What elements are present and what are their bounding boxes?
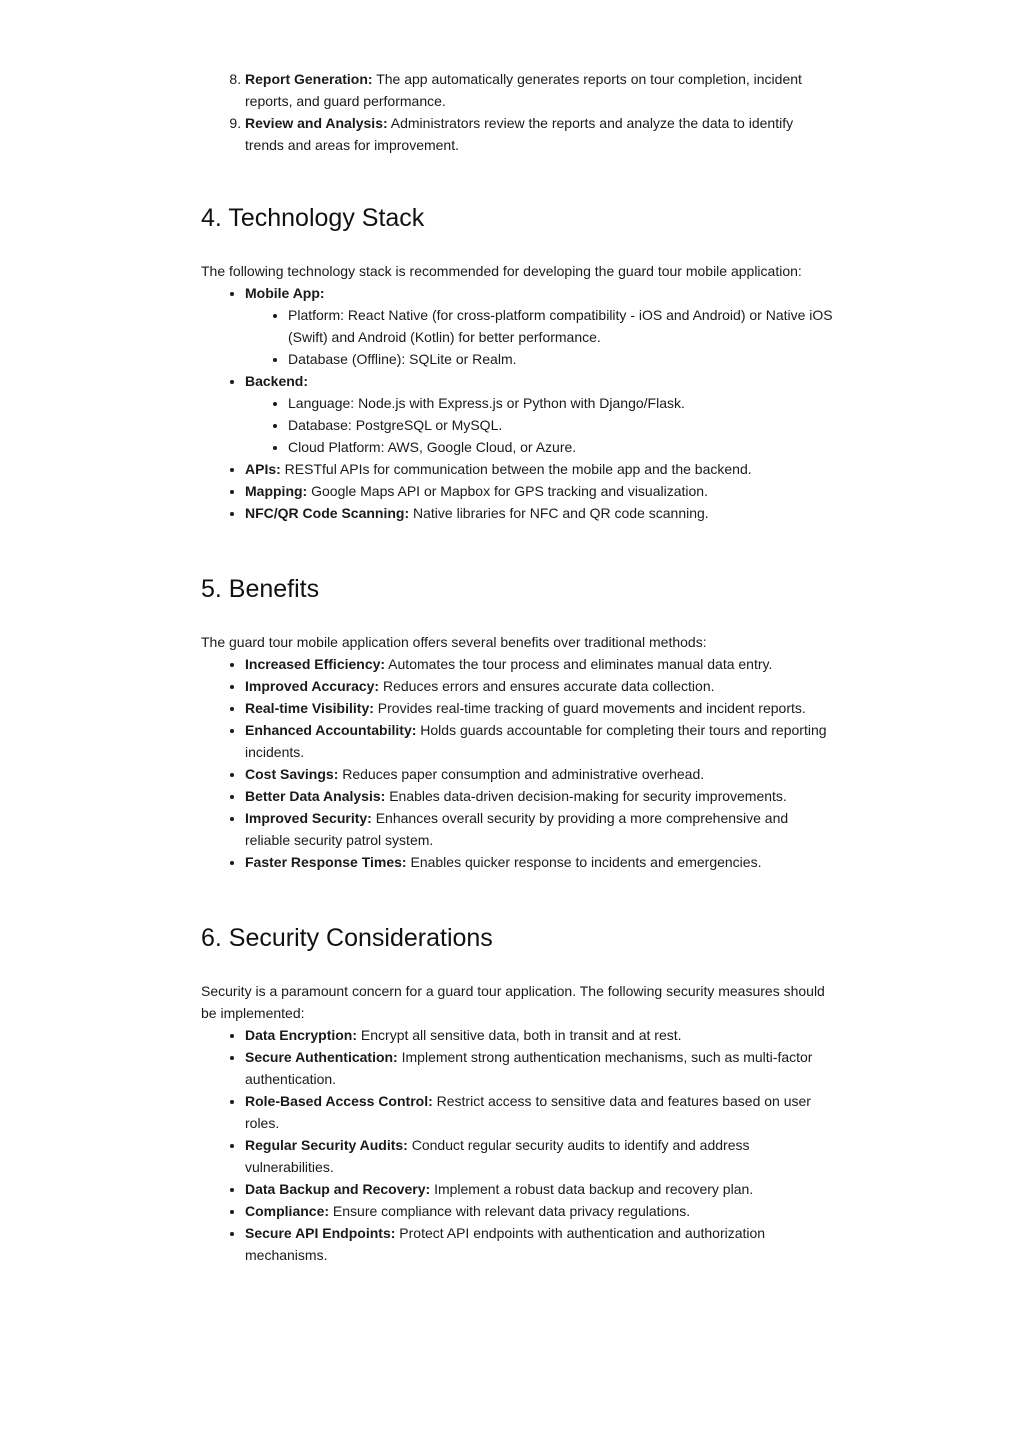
list-item-term: Improved Accuracy: (245, 678, 380, 694)
section-heading-benefits: 5. Benefits (201, 575, 320, 603)
benefits-list (201, 653, 833, 873)
list-item-term: Secure API Endpoints: (245, 1225, 396, 1241)
list-item (245, 851, 833, 873)
list-item-mobile-app (245, 282, 833, 370)
backend-sublist (245, 392, 833, 458)
list-item-text: Implement strong authentication mechanisms, such as multi-factor authentication. (245, 1049, 813, 1087)
list-item-term: Role-Based Access Control: (245, 1093, 433, 1109)
list-item-term: APIs: (245, 461, 281, 477)
list-item (245, 1090, 833, 1134)
section-heading-technology-stack: 4. Technology Stack (201, 204, 425, 232)
list-item (245, 1046, 833, 1090)
section-heading-security: 6. Security Considerations (201, 924, 493, 952)
list-item-mapping (245, 480, 833, 502)
list-item-term: Data Encryption: (245, 1027, 358, 1043)
list-item-text: Holds guards accountable for completing their tours and reporting incidents. (245, 722, 827, 760)
list-item-term: Review and Analysis: (245, 115, 388, 131)
list-item-term: Increased Efficiency: (245, 656, 386, 672)
list-item (245, 785, 833, 807)
list-item (245, 697, 833, 719)
list-item (245, 1178, 833, 1200)
list-item-text: Automates the tour process and eliminates manual data entry. (385, 656, 773, 672)
list-item-text: Encrypt all sensitive data, both in transit and at rest. (357, 1027, 682, 1043)
list-item-text: Enables quicker response to incidents and emergencies. (406, 854, 762, 870)
list-item-text: Reduces errors and ensures accurate data collection. (379, 678, 715, 694)
section-intro-technology-stack: The following technology stack is recommended for developing the guard tour mobile application: (201, 263, 802, 279)
technology-stack-list (201, 282, 833, 524)
mobile-app-sublist (245, 304, 833, 370)
sublist-item: • Database: PostgreSQL or MySQL. (288, 414, 833, 436)
list-item-text: Protect API endpoints with authentication and authorization mechanisms. (245, 1225, 766, 1263)
list-item-text: Native libraries for NFC and QR code scanning. (409, 505, 709, 521)
sublist-item: • Platform: React Native (for cross-platform compatibility - iOS and Android) or Native iOS (Swift) and Android (Kotlin) for better performance. (288, 304, 833, 348)
security-list (201, 1024, 833, 1266)
list-item-text: Enables data-driven decision-making for security improvements. (385, 788, 787, 804)
list-item (245, 1024, 833, 1046)
list-item-text: Implement a robust data backup and recovery plan. (430, 1181, 754, 1197)
list-item-term: Secure Authentication: (245, 1049, 398, 1065)
list-item (245, 1200, 833, 1222)
list-item-text: Google Maps API or Mapbox for GPS tracking and visualization. (307, 483, 708, 499)
list-item (245, 1222, 833, 1266)
list-item (245, 653, 833, 675)
list-item (245, 719, 833, 763)
list-item-term: Cost Savings: (245, 766, 339, 782)
list-item-term: Data Backup and Recovery: (245, 1181, 431, 1197)
sublist-item: • Language: Node.js with Express.js or Python with Django/Flask. (288, 392, 833, 414)
list-item-nfc-qr (245, 502, 833, 524)
section-intro-security: Security is a paramount concern for a guard tour application. The following security measures should be implemented: (201, 983, 825, 1021)
list-item-text: Enhances overall security by providing a more comprehensive and reliable security patrol system. (245, 810, 789, 848)
sublist-item: • Database (Offline): SQLite or Realm. (288, 348, 833, 370)
list-item (245, 763, 833, 785)
list-item-term: Mapping: (245, 483, 308, 499)
list-item-text: Restrict access to sensitive data and features based on user roles. (245, 1093, 811, 1131)
list-item-term: Improved Security: (245, 810, 372, 826)
list-item (245, 68, 833, 112)
list-item-backend (245, 370, 833, 458)
workflow-steps-list (201, 68, 833, 156)
section-intro-benefits: The guard tour mobile application offers several benefits over traditional methods: (201, 634, 707, 650)
list-item (245, 807, 833, 851)
list-item-text: RESTful APIs for communication between the mobile app and the backend. (280, 461, 752, 477)
list-item-text: Reduces paper consumption and administrative overhead. (338, 766, 705, 782)
list-item-text: The app automatically generates reports on tour completion, incident reports, and guard performance. (245, 71, 802, 109)
list-item-term: Enhanced Accountability: (245, 722, 417, 738)
list-item-term: Real-time Visibility: (245, 700, 374, 716)
list-item-term: Faster Response Times: (245, 854, 407, 870)
list-item-term: Better Data Analysis: (245, 788, 386, 804)
list-item-term: Report Generation: (245, 71, 373, 87)
list-item-term: Mobile App: (245, 285, 325, 301)
list-item-term: NFC/QR Code Scanning: (245, 505, 410, 521)
list-item-term: Compliance: (245, 1203, 330, 1219)
list-item-apis (245, 458, 833, 480)
list-item-text: Administrators review the reports and analyze the data to identify trends and areas for improvement. (245, 115, 794, 153)
list-item-term: Backend: (245, 373, 309, 389)
list-item-text: Conduct regular security audits to identify and address vulnerabilities. (245, 1137, 750, 1175)
list-item (245, 675, 833, 697)
sublist-item: • Cloud Platform: AWS, Google Cloud, or Azure. (288, 436, 833, 458)
list-item-text: Provides real-time tracking of guard movements and incident reports. (373, 700, 806, 716)
list-item-text: Ensure compliance with relevant data privacy regulations. (329, 1203, 691, 1219)
list-item-term: Regular Security Audits: (245, 1137, 408, 1153)
list-item (245, 1134, 833, 1178)
list-item (245, 112, 833, 156)
